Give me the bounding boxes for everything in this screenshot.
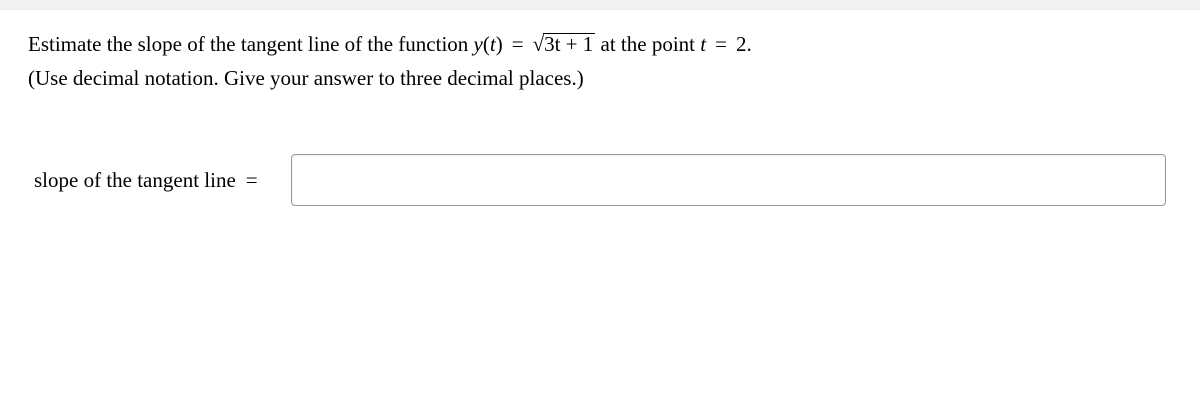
top-border-bar xyxy=(0,0,1200,10)
function-equals: = xyxy=(511,32,524,56)
square-root-expression xyxy=(533,27,596,61)
radicand: 3t + 1 xyxy=(544,32,594,56)
question-mid-text: at the point xyxy=(600,32,696,56)
question-prefix: Estimate the slope of the tangent line of the function xyxy=(28,32,469,56)
question-text xyxy=(28,27,752,95)
answer-label: slope of the tangent line xyxy=(34,167,236,192)
question-line-1: Estimate the slope of the tangent line of the function y(t) = √3t + 1 at the point t = 2. xyxy=(28,27,752,61)
function-variable: t xyxy=(489,32,496,56)
answer-equals: = xyxy=(245,167,258,192)
radical-sign-icon: √ xyxy=(532,32,545,56)
slope-answer-input[interactable] xyxy=(291,154,1166,206)
question-line-2: (Use decimal notation. Give your answer to three decimal places.) xyxy=(28,66,584,90)
point-equals: = xyxy=(715,32,727,56)
function-name: y xyxy=(473,32,483,56)
point-value: 2. xyxy=(735,32,752,56)
answer-row xyxy=(34,154,258,206)
point-variable: t xyxy=(700,32,707,56)
